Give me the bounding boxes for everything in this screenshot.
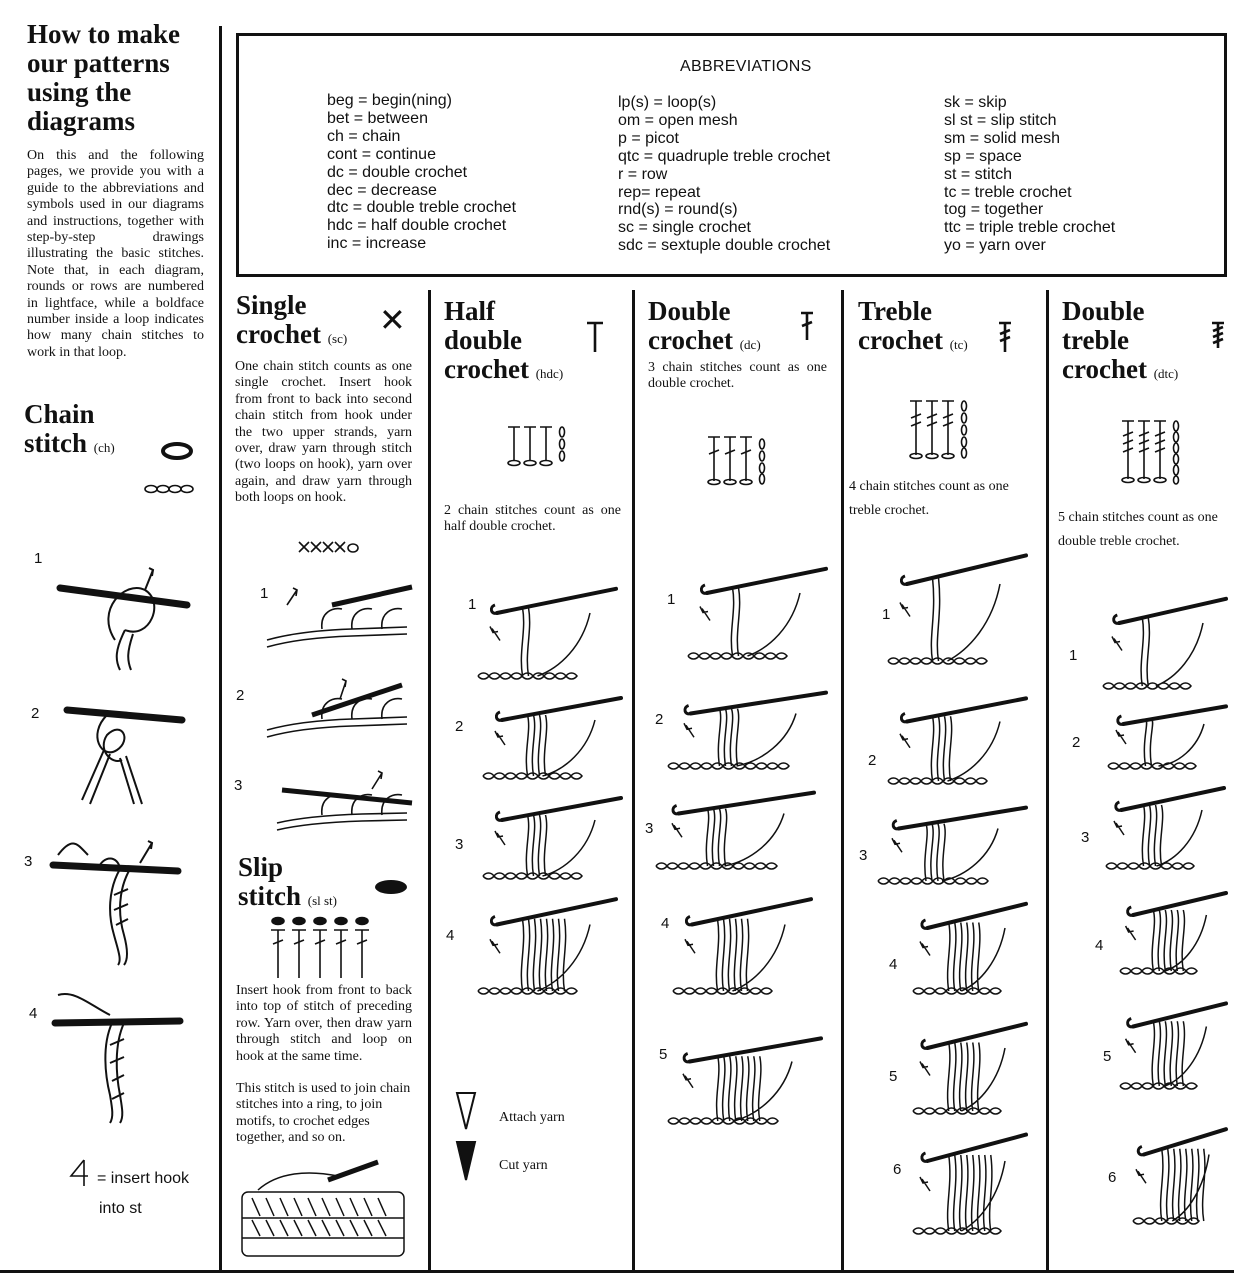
dc-step-number: 5 — [659, 1046, 668, 1063]
dtc-symbol-icon — [1210, 320, 1226, 350]
dtc-step-illustration — [1125, 1120, 1230, 1235]
abbr-item: sl st = slip stitch — [944, 111, 1057, 129]
hdc-step-number: 4 — [446, 927, 455, 944]
hdc-step-number: 3 — [455, 836, 464, 853]
dc-step-illustration — [660, 1030, 825, 1135]
dtc-symbol-row-icon — [1120, 418, 1184, 484]
dc-step-number: 1 — [667, 591, 676, 608]
dc-title: Double crochet (dc) — [648, 296, 761, 355]
tc-step-number: 5 — [889, 1068, 898, 1085]
chain-row-icon — [143, 482, 193, 496]
abbr-item: ttc = triple treble crochet — [944, 219, 1116, 237]
dc-step-illustration — [680, 560, 830, 670]
hdc-symbol-icon — [585, 320, 605, 354]
chain-step-number: 3 — [24, 853, 33, 870]
chain-step-3-illustration — [48, 835, 183, 970]
column-rule-1 — [219, 26, 222, 1271]
abbr-item: sk = skip — [944, 94, 1007, 111]
abbr-item: beg = begin(ning) — [327, 92, 452, 109]
single-step-2-illustration — [262, 675, 417, 750]
abbr-item: cont = continue — [327, 145, 436, 163]
abbr-item: r = row — [618, 165, 668, 183]
dc-step-illustration — [648, 785, 818, 880]
dtc-step-number: 5 — [1103, 1048, 1112, 1065]
dtc-step-number: 4 — [1095, 937, 1104, 954]
dtc-step-illustration — [1098, 780, 1228, 880]
dc-note: 3 chain stitches count as one double crochet. — [648, 360, 827, 392]
insert-hook-symbol-icon — [68, 1158, 92, 1188]
tc-step-number: 6 — [893, 1161, 902, 1178]
abbr-item: qtc = quadruple treble crochet — [618, 147, 831, 165]
slip-stitch-body-1: Insert hook from front to back into top of stitch of preceding row. Yarn over, then draw yarn through stitch and loop on hook at the same time. — [236, 983, 412, 1064]
abbr-item: tc = treble crochet — [944, 183, 1072, 201]
abbr-item: tog = together — [944, 201, 1044, 219]
hdc-step-illustration — [475, 790, 625, 890]
dc-step-number: 2 — [655, 711, 664, 728]
hdc-step-illustration — [475, 690, 625, 790]
chain-step-number: 2 — [31, 705, 40, 722]
hdc-step-illustration — [470, 580, 620, 690]
abbr-item: p = picot — [618, 129, 679, 147]
dtc-step-illustration — [1100, 700, 1230, 780]
column-rule-4 — [841, 290, 844, 1271]
abbr-item: inc = increase — [327, 235, 427, 253]
dc-symbol-icon — [799, 310, 815, 342]
dtc-step-illustration — [1095, 590, 1230, 700]
bottom-rule — [0, 1270, 1234, 1273]
dc-step-number: 3 — [645, 820, 654, 837]
dtc-note: 5 chain stitches count as one double treble crochet. — [1058, 510, 1218, 549]
chain-step-1-illustration — [55, 560, 195, 670]
abbreviations-column-1 — [327, 92, 516, 253]
hdc-note: 2 chain stitches count as one half double crochet. — [444, 503, 621, 535]
single-step-number: 3 — [234, 777, 243, 794]
single-step-3-illustration — [262, 765, 417, 840]
slip-stitch-body-2: This stitch is used to join chain stitches into a ring, to join motifs, to crochet edges together, and so on. — [236, 1081, 411, 1146]
dc-step-number: 4 — [661, 915, 670, 932]
tc-note: 4 chain stitches count as one treble crochet. — [849, 479, 1009, 518]
single-crochet-title: Single crochet (sc) — [236, 290, 348, 349]
hdc-symbol-row-icon — [506, 424, 570, 466]
tc-step-illustration — [905, 1125, 1030, 1245]
tc-step-number: 1 — [882, 606, 891, 623]
single-step-number: 1 — [260, 585, 269, 602]
chain-step-4-illustration — [50, 985, 185, 1125]
dtc-step-number: 2 — [1072, 734, 1081, 751]
abbr-item: dc = double crochet — [327, 163, 468, 181]
attach-yarn-icon — [455, 1091, 477, 1131]
abbr-item: dec = decrease — [327, 181, 437, 199]
slip-stitch-symbol-row-icon — [268, 916, 378, 980]
dc-step-illustration — [665, 890, 815, 1005]
abbreviations-column-2 — [618, 94, 830, 255]
abbreviations-column-3 — [944, 94, 1115, 255]
insert-hook-text-1: = insert hook — [97, 1170, 190, 1187]
abbr-item: sdc = sextuple double crochet — [618, 237, 831, 255]
abbr-item: rep= repeat — [618, 183, 701, 201]
intro-title: How to make our patterns using the diagrams — [27, 19, 180, 136]
tc-step-number: 2 — [868, 752, 877, 769]
abbr-item: om = open mesh — [618, 111, 738, 129]
single-crochet-symbol-icon: ✕ — [379, 302, 406, 338]
abbr-item: st = stitch — [944, 165, 1013, 183]
slip-stitch-swatch-illustration — [238, 1162, 408, 1260]
tc-symbol-row-icon — [908, 398, 972, 460]
hdc-step-number: 2 — [455, 718, 464, 735]
abbr-item: hdc = half double crochet — [327, 217, 507, 235]
dtc-step-illustration — [1112, 995, 1230, 1100]
abbr-item: sp = space — [944, 147, 1022, 165]
slip-stitch-title: Slip stitch (sl st) — [238, 852, 337, 911]
dtc-step-number: 3 — [1081, 829, 1090, 846]
single-step-number: 2 — [236, 687, 245, 704]
chain-symbol-oval-icon — [160, 440, 194, 462]
column-rule-3 — [632, 290, 635, 1271]
tc-title: Treble crochet (tc) — [858, 296, 968, 355]
chain-title: Chain stitch (ch) — [24, 399, 115, 458]
column-rule-2 — [428, 290, 431, 1271]
chain-step-2-illustration — [62, 700, 187, 810]
abbr-item: bet = between — [327, 109, 428, 127]
abbr-item: sm = solid mesh — [944, 129, 1061, 147]
tc-step-illustration — [880, 690, 1030, 795]
tc-step-illustration — [905, 895, 1030, 1005]
tc-step-illustration — [905, 1015, 1030, 1125]
tc-step-illustration — [880, 545, 1030, 675]
abbr-item: rnd(s) = round(s) — [618, 201, 738, 219]
abbr-item: yo = yarn over — [944, 237, 1046, 255]
tc-step-illustration — [870, 800, 1030, 895]
single-crochet-body: One chain stitch counts as one single crochet. Insert hook from front to back into second chain stitch from hook under the two upper strands, yarn over, draw yarn through stitch (two loops on hook), yarn over again, and draw yarn through both loops on hook. — [235, 359, 412, 506]
hdc-title: Half double crochet (hdc) — [444, 296, 564, 384]
intro-body: On this and the following pages, we provide you with a guide to the abbreviations and symbols used in our diagrams and instructions, together with step-by-step drawings illustrating the basic stitches. Note that, in each diagram, rounds or rows are numbered in lightface, while a boldface number inside a loop indicates how many chain stitches to work in that loop. — [27, 148, 204, 360]
abbreviations-heading: ABBREVIATIONS — [680, 58, 812, 75]
chain-step-number: 4 — [29, 1005, 38, 1022]
dtc-step-number: 1 — [1069, 647, 1078, 664]
slip-stitch-symbol-icon — [373, 878, 409, 896]
abbr-item: dtc = double treble crochet — [327, 199, 517, 217]
abbr-item: lp(s) = loop(s) — [618, 94, 717, 111]
single-crochet-symbol-row-icon — [297, 540, 362, 556]
hdc-step-illustration — [470, 890, 620, 1005]
tc-symbol-icon — [997, 320, 1013, 354]
abbr-item: ch = chain — [327, 127, 401, 145]
insert-hook-text-2: into st — [99, 1200, 142, 1217]
cut-yarn-label: Cut yarn — [499, 1158, 548, 1173]
abbr-item: sc = single crochet — [618, 219, 751, 237]
dc-symbol-row-icon — [706, 434, 770, 486]
column-rule-5 — [1046, 290, 1049, 1271]
single-step-1-illustration — [262, 585, 417, 655]
dtc-title: Double treble crochet (dtc) — [1062, 296, 1179, 384]
chain-step-number: 1 — [34, 550, 43, 567]
dtc-step-illustration — [1112, 885, 1230, 985]
tc-step-number: 4 — [889, 956, 898, 973]
dc-step-illustration — [660, 685, 830, 780]
tc-step-number: 3 — [859, 847, 868, 864]
dtc-step-number: 6 — [1108, 1169, 1117, 1186]
hdc-step-number: 1 — [468, 596, 477, 613]
attach-yarn-label: Attach yarn — [499, 1110, 565, 1125]
cut-yarn-icon — [455, 1140, 477, 1182]
